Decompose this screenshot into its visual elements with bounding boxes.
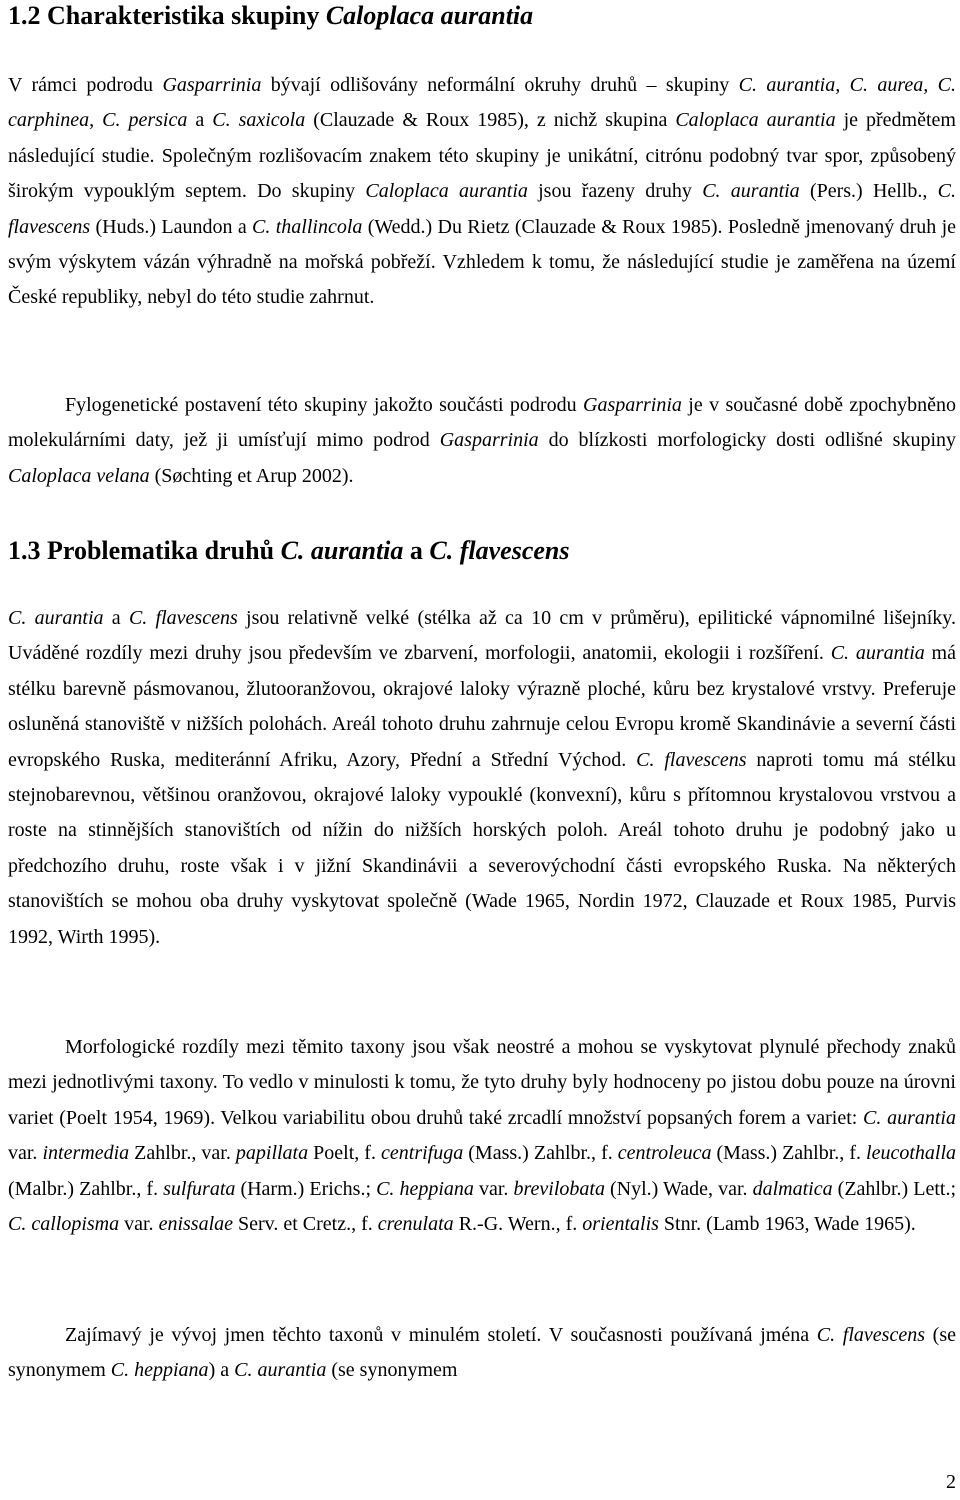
section-heading-1-2 bbox=[8, 0, 533, 32]
taxon-name: dalmatica bbox=[752, 1177, 833, 1200]
text-run: (Harm.) Erichs.; bbox=[235, 1177, 377, 1200]
taxon-name: centrifuga bbox=[381, 1142, 464, 1165]
heading-number: 1.3 bbox=[8, 536, 41, 565]
taxon-name: C. flavescens bbox=[636, 748, 747, 771]
text-run: je předmětem následující studie. Společným rozlišovacím znakem této skupiny je unikátní, citrónu podobný tvar spor, způsobený širokým vypouklým septem. Do skupiny bbox=[8, 109, 956, 203]
heading-text: Charakteristika skupiny bbox=[47, 1, 320, 30]
text-run: Stnr. (Lamb 1963, Wade 1965). bbox=[658, 1213, 916, 1236]
text-run: Poelt, f. bbox=[308, 1142, 382, 1165]
taxon-name: Gasparrinia bbox=[439, 429, 539, 452]
paragraph-morphology bbox=[8, 1030, 956, 1242]
text-run: naproti tomu má stélku stejnobarevnou, většinou oranžovou, okrajové laloky vypouklé (konvexní), kůru s přítomnou krystalovou vrstvou a roste na stinnějších stanovištích od nížin do nižších horských poloh. Areál tohoto druhu je podobný jako u předchozího druhu, roste však i v jižní Skandinávii a severovýchodní části evropského Ruska. Na některých stanovištích se mohou oba druhy vyskytovat společně (Wade 1965, Nordin 1972, Clauzade et Roux 1985, Purvis 1992, Wirth 1995). bbox=[8, 748, 956, 948]
paragraph-group-intro bbox=[8, 68, 956, 316]
text-run: (Wedd.) Du Rietz (Clauzade & Roux 1985). Posledně jmenovaný druh je svým výskytem vázán výhradně na mořská pobřeží. Vzhledem k tomu, že následující studie je zaměřena na území České republiky, nebyl do této studie zahrnut. bbox=[8, 215, 956, 309]
taxon-name: C. flavescens bbox=[8, 180, 956, 238]
taxon-name: C. saxicola bbox=[212, 109, 306, 132]
taxon-name: Caloplaca aurantia bbox=[675, 109, 836, 132]
taxon-name: C. flavescens bbox=[816, 1324, 925, 1346]
text-run: (Mass.) Zahlbr., f. bbox=[711, 1142, 867, 1165]
taxon-name: C. heppiana bbox=[376, 1177, 474, 1200]
taxon-name: C. aurantia bbox=[234, 1359, 327, 1382]
text-run: (se synonymem bbox=[8, 1324, 957, 1382]
taxon-name: C. aurantia bbox=[702, 180, 800, 203]
text-run: Serv. et Cretz., f. bbox=[233, 1213, 378, 1236]
text-run: var. bbox=[119, 1213, 159, 1236]
text-run: (Mass.) Zahlbr., f. bbox=[463, 1142, 618, 1165]
text-run: R.-G. Wern., f. bbox=[453, 1213, 583, 1236]
taxon-name: sulfurata bbox=[163, 1177, 236, 1200]
taxon-name: C. thallincola bbox=[252, 215, 363, 238]
text-run: jsou řazeny druhy bbox=[527, 180, 703, 203]
text-run: má stélku barevně pásmovanou, žlutooranžovou, okrajové laloky výrazně ploché, kůru bez krystalové vrstvy. Preferuje osluněná stanoviště v nižších polohách. Areál tohoto druhu zahrnuje celou Evropu kromě Skandinávie a severní části evropského Ruska, mediteránní Afriku, Azory, Přední a Střední Východ. bbox=[8, 642, 956, 771]
text-run: (Nyl.) Wade, var. bbox=[604, 1177, 753, 1200]
paragraph-phylogeny bbox=[8, 388, 956, 494]
heading-number: 1.2 bbox=[8, 1, 41, 30]
text-run: (Huds.) Laundon a bbox=[90, 215, 253, 238]
text-run: (Pers.) Hellb., bbox=[799, 180, 938, 203]
heading-text: Problematika druhů bbox=[47, 536, 275, 565]
text-run: do blízkosti morfologicky dosti odlišné skupiny bbox=[538, 429, 957, 452]
taxon-name: C. aurantia bbox=[8, 607, 104, 629]
taxon-name: papillata bbox=[235, 1142, 309, 1165]
paragraph-nomenclature bbox=[8, 1318, 956, 1389]
text-run: je v současné době zpochybněno molekulárními daty, jež ji umísťují mimo podrod bbox=[8, 394, 957, 452]
taxon-name: Gasparrinia bbox=[162, 74, 262, 96]
page-number: 2 bbox=[946, 1471, 956, 1493]
heading-taxon: Caloplaca aurantia bbox=[325, 1, 534, 30]
taxon-name: C. aurantia bbox=[863, 1106, 956, 1129]
taxon-name: Caloplaca velana bbox=[8, 464, 150, 487]
taxon-name: intermedia bbox=[42, 1142, 130, 1165]
text-run: bývají odlišovány neformální okruhy druhů – skupiny bbox=[261, 74, 739, 96]
taxon-name: C. heppiana bbox=[110, 1359, 209, 1382]
taxon-name: C. aurantia, C. aurea, C. carphinea, C. persica bbox=[8, 74, 956, 132]
taxon-name: centroleuca bbox=[617, 1142, 712, 1165]
taxon-name: orientalis bbox=[582, 1213, 659, 1236]
taxon-name: Caloplaca aurantia bbox=[365, 180, 528, 203]
heading-taxon-1: C. aurantia bbox=[280, 536, 404, 565]
taxon-name: crenulata bbox=[377, 1213, 454, 1236]
text-run: var. bbox=[473, 1177, 514, 1200]
text-run: a bbox=[187, 109, 213, 132]
section-heading-1-3 bbox=[8, 535, 569, 567]
taxon-name: enissalae bbox=[158, 1213, 233, 1236]
taxon-name: C. flavescens bbox=[128, 607, 238, 629]
text-run: Zahlbr., var. bbox=[129, 1142, 236, 1165]
taxon-name: leucothalla bbox=[866, 1142, 957, 1165]
paragraph-species-differences bbox=[8, 601, 956, 955]
text-run: (Malbr.) Zahlbr., f. bbox=[8, 1177, 164, 1200]
text-run: (Zahlbr.) Lett.; bbox=[832, 1177, 957, 1200]
text-run: a bbox=[103, 607, 129, 629]
text-run: Zajímavý je vývoj jmen těchto taxonů v minulém století. V současnosti používaná jména bbox=[65, 1324, 817, 1346]
text-run: jsou relativně velké (stélka až ca 10 cm v průměru), epilitické vápnomilné lišejníky. Uváděné rozdíly mezi druhy jsou především ve zbarvení, morfologii, anatomii, ekologii i rozšíření. bbox=[8, 607, 956, 665]
text-run: var. bbox=[8, 1142, 43, 1165]
text-run: Morfologické rozdíly mezi těmito taxony jsou však neostré a mohou se vyskytovat plynulé přechody znaků mezi jednotlivými taxony. To vedlo v minulosti k tomu, že tyto druhy byly hodnoceny po jistou dobu pouze na úrovni variet (Poelt 1954, 1969). Velkou variabilitu obou druhů také zrcadlí množství popsaných forem a variet: bbox=[8, 1036, 956, 1129]
text-run: V rámci podrodu bbox=[8, 74, 163, 96]
text-run: (Søchting et Arup 2002). bbox=[149, 464, 354, 487]
text-run: (Clauzade & Roux 1985), z nichž skupina bbox=[305, 109, 676, 132]
taxon-name: C. callopisma bbox=[8, 1213, 120, 1236]
heading-conjunction: a bbox=[409, 536, 423, 565]
text-run: ) a bbox=[208, 1359, 235, 1382]
taxon-name: C. aurantia bbox=[830, 642, 925, 665]
text-run: (se synonymem bbox=[326, 1359, 458, 1382]
heading-taxon-2: C. flavescens bbox=[429, 536, 570, 565]
taxon-name: brevilobata bbox=[513, 1177, 605, 1200]
text-run: Fylogenetické postavení této skupiny jakožto součásti podrodu bbox=[65, 394, 583, 416]
taxon-name: Gasparrinia bbox=[583, 394, 682, 416]
